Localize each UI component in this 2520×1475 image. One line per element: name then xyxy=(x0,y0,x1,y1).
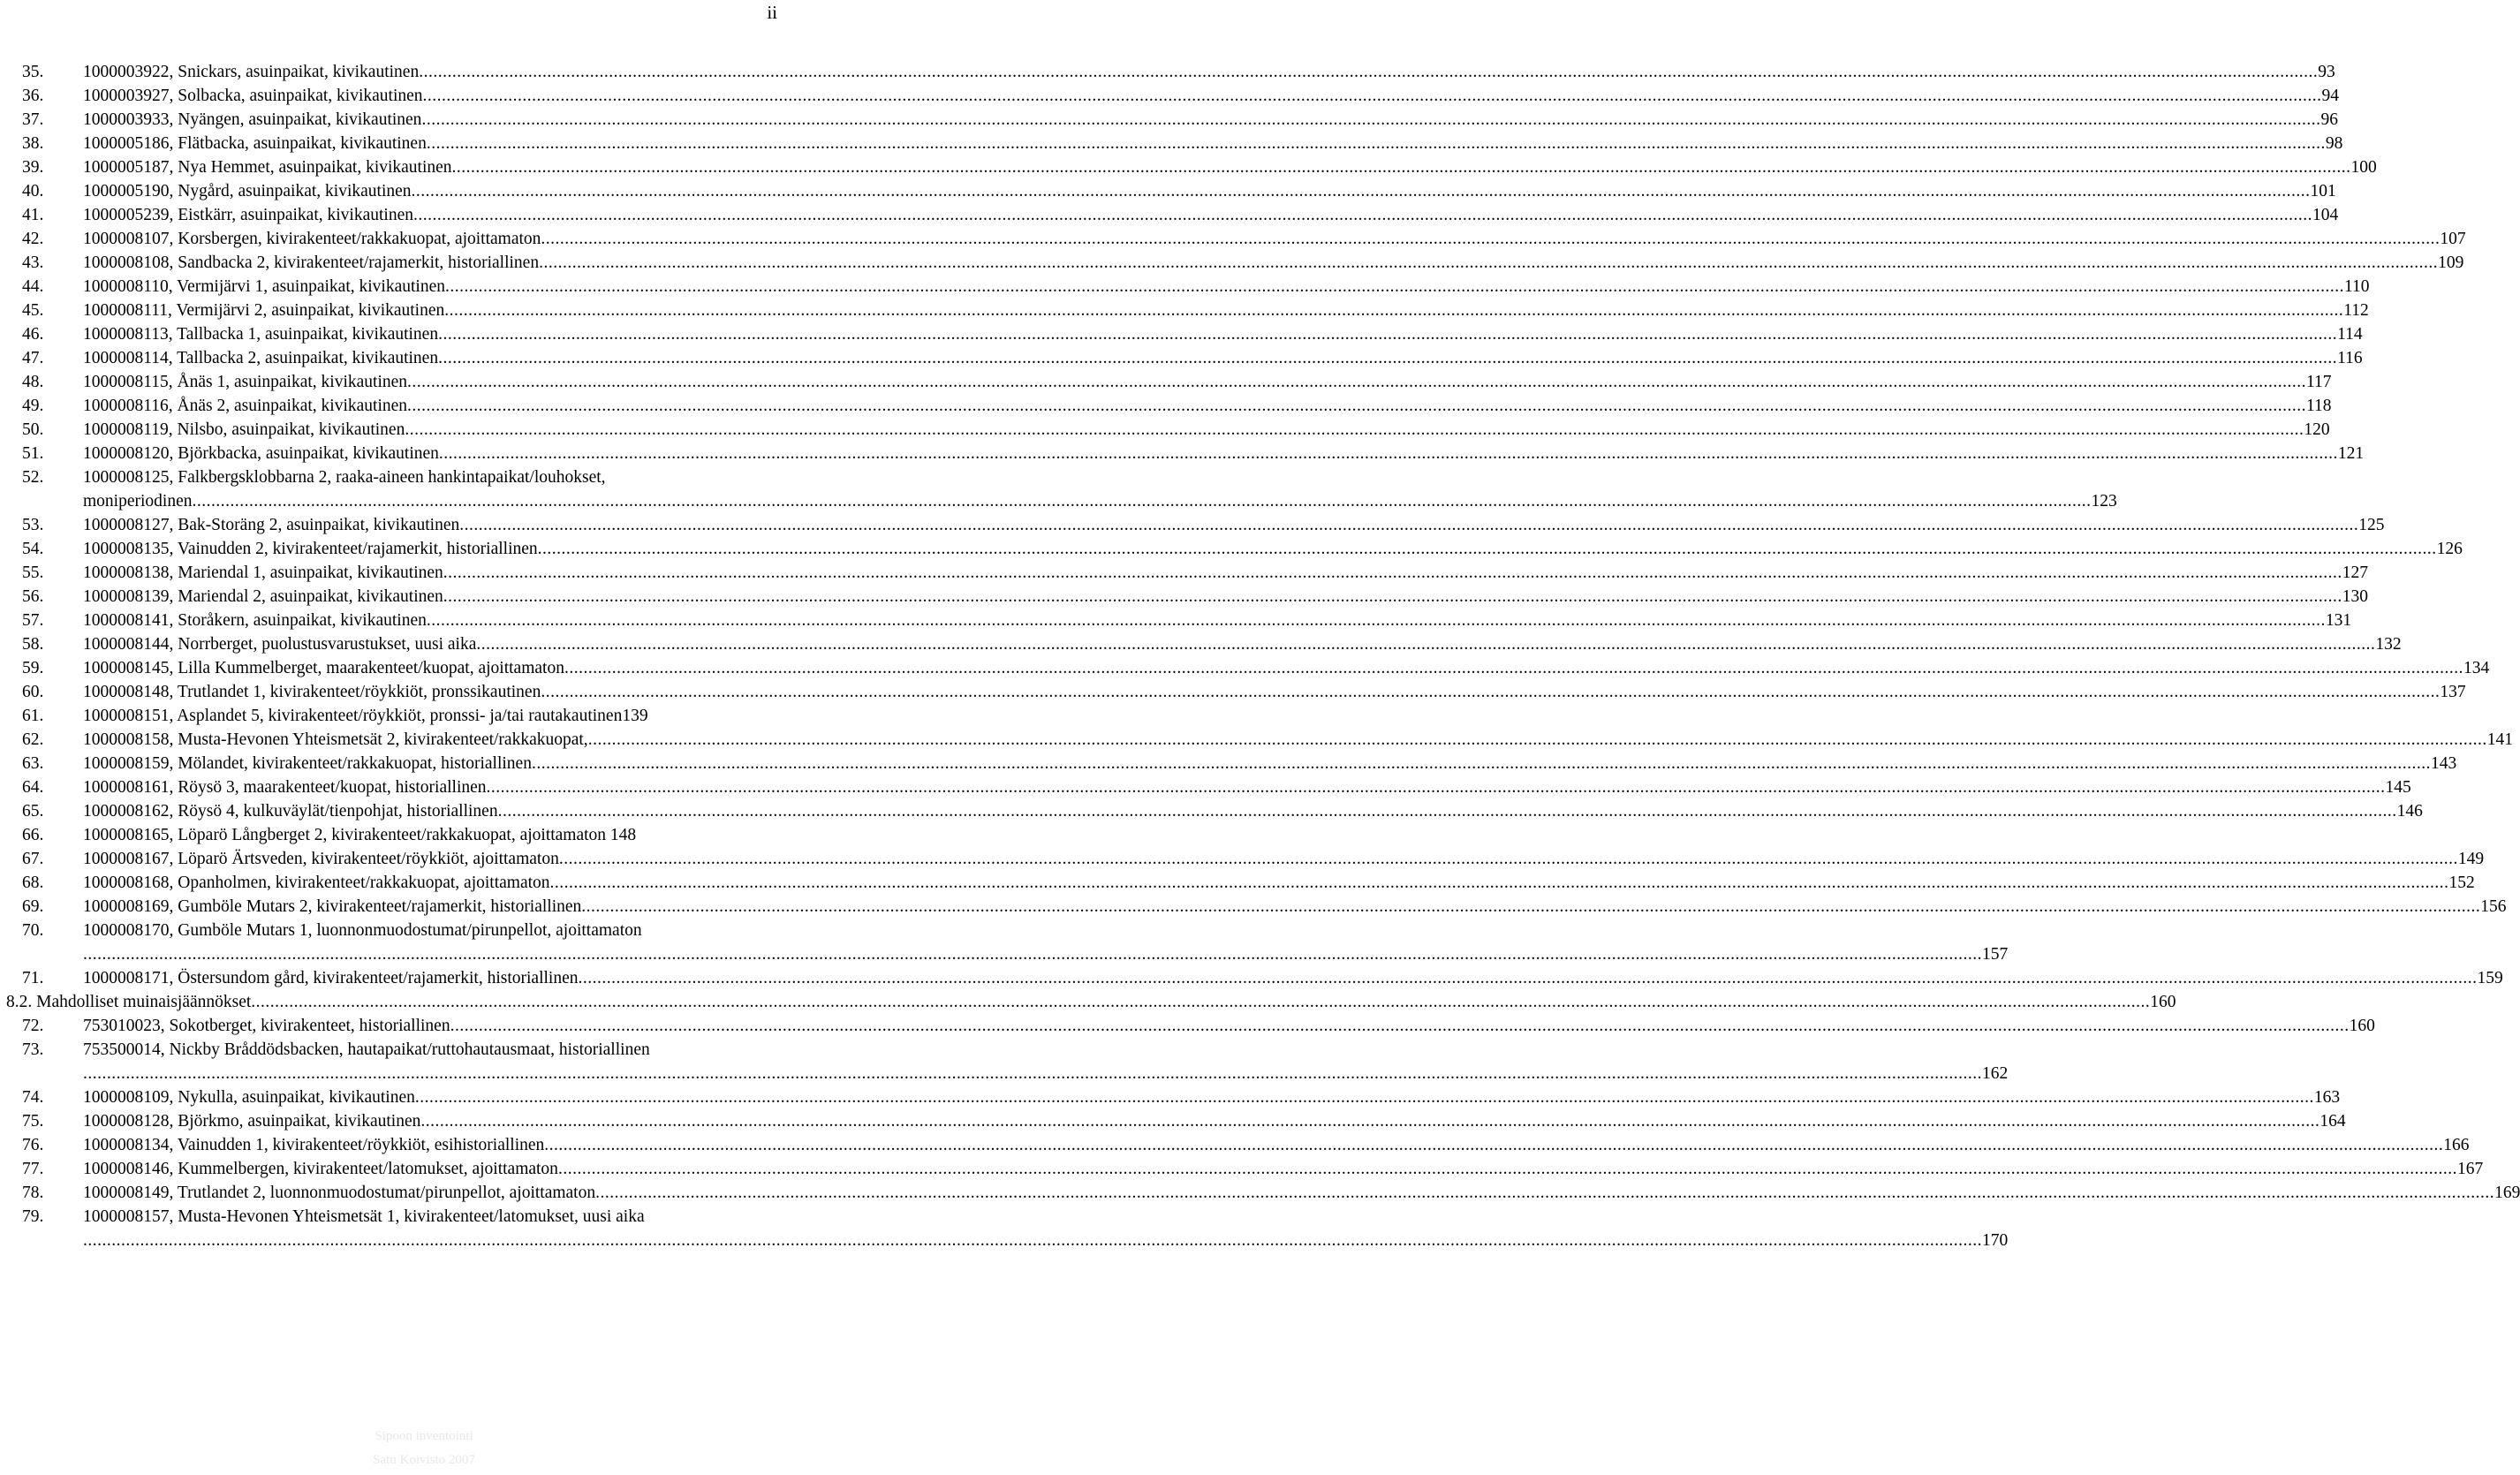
toc-line xyxy=(83,60,2335,84)
toc-leader-dots: ................................................................................................................................................................................................................................................................................................................................................................................................................ xyxy=(426,134,2326,153)
toc-line xyxy=(83,179,2336,203)
toc-line xyxy=(83,847,2485,871)
toc-leader-dots: ................................................................................................................................................................................................................................................................................................................................................................................................................ xyxy=(443,564,2342,582)
toc-page-number: 167 xyxy=(2456,1160,2484,1178)
toc-entry xyxy=(0,609,2352,632)
toc-page-number: 156 xyxy=(2480,897,2507,916)
toc-line xyxy=(83,370,2332,394)
toc-entry-number: 61. xyxy=(22,707,44,725)
toc-line xyxy=(83,203,2339,227)
toc-entry-number: 45. xyxy=(22,301,44,320)
toc-leader-dots: ................................................................................................................................................................................................................................................................................................................................................................................................................ xyxy=(541,230,2441,248)
toc-entry-text: 1000008128, Björkmo, asuinpaikat, kivikautinen xyxy=(83,1112,421,1131)
toc-entry-number: 73. xyxy=(22,1040,44,1059)
toc-line xyxy=(83,656,2490,680)
toc-entry-text: 1000008171, Östersundom gård, kivirakenteet/rajamerkit, historiallinen xyxy=(83,969,579,987)
toc-entry-text: 1000008134, Vainudden 1, kivirakenteet/röykkiöt, esihistoriallinen xyxy=(83,1136,545,1154)
toc-entry-text: 1000008138, Mariendal 1, asuinpaikat, kivikautinen xyxy=(83,564,443,582)
toc-page-number: 93 xyxy=(2318,63,2335,81)
toc-page-number: 94 xyxy=(2321,87,2340,105)
toc-entry xyxy=(0,346,2363,370)
toc-entry-text: 1000008120, Björkbacka, asuinpaikat, kivikautinen xyxy=(83,444,439,463)
toc-entry-number: 43. xyxy=(22,253,44,272)
toc-entry-text: 1000008162, Röysö 4, kulkuväylät/tienpohjat, historiallinen xyxy=(83,802,498,821)
toc-page-number: 134 xyxy=(2463,659,2490,677)
toc-entry-text: 1000008141, Storåkern, asuinpaikat, kivikautinen xyxy=(83,611,427,630)
toc-page-number: 107 xyxy=(2440,230,2466,248)
toc-entry-text: 1000008109, Nykulla, asuinpaikat, kivikautinen xyxy=(83,1088,415,1107)
toc-line xyxy=(83,537,2463,561)
toc-entry xyxy=(0,632,2402,656)
toc-entry-text: 1000008167, Löparö Ärtsveden, kivirakenteet/röykkiöt, ajoittamaton xyxy=(83,850,559,868)
toc-line xyxy=(83,680,2466,704)
toc-leader-dots: ................................................................................................................................................................................................................................................................................................................................................................................................................ xyxy=(419,63,2319,81)
toc-line xyxy=(83,1014,2375,1038)
toc-entry xyxy=(0,704,848,728)
toc-entry xyxy=(0,1181,2520,1205)
toc-entry xyxy=(0,1133,2470,1157)
toc-entry-number: 46. xyxy=(22,325,44,344)
toc-page-number: 143 xyxy=(2430,754,2457,773)
toc-entry-number: 69. xyxy=(22,897,44,916)
toc-line xyxy=(83,132,2343,155)
toc-entry xyxy=(0,847,2485,871)
toc-page-number: 166 xyxy=(2443,1136,2470,1154)
toc-entry-continuation xyxy=(0,1062,2009,1085)
toc-line xyxy=(83,299,2369,322)
toc-page-number: 159 xyxy=(2477,969,2503,987)
toc-page-number: 121 xyxy=(2337,444,2365,463)
toc-entry-text: 1000008139, Mariendal 2, asuinpaikat, kivikautinen xyxy=(83,587,443,606)
toc-leader-dots: ................................................................................................................................................................................................................................................................................................................................................................................................................ xyxy=(422,87,2322,105)
toc-entry xyxy=(0,656,2490,680)
toc-line xyxy=(83,585,2369,609)
toc-leader-dots: ................................................................................................................................................................................................................................................................................................................................................................................................................ xyxy=(438,349,2338,367)
toc-page-number: 162 xyxy=(1982,1064,2009,1083)
toc-page-number: 160 xyxy=(2349,1017,2375,1035)
toc-entry-continuation xyxy=(0,1229,2009,1252)
toc-leader-dots: ................................................................................................................................................................................................................................................................................................................................................................................................................ xyxy=(578,969,2478,987)
toc-entry-text: 1000003927, Solbacka, asuinpaikat, kivikautinen xyxy=(83,87,423,105)
toc-entry-number: 44. xyxy=(22,277,44,296)
toc-leader-dots: ................................................................................................................................................................................................................................................................................................................................................................................................................ xyxy=(557,1160,2457,1178)
toc-page-number: 130 xyxy=(2342,587,2369,606)
toc-entry-number: 57. xyxy=(22,611,44,630)
toc-entry xyxy=(0,299,2369,322)
toc-entry xyxy=(0,799,2423,823)
toc-page-number: 145 xyxy=(2385,778,2411,797)
toc-entry-number: 77. xyxy=(22,1160,44,1178)
toc-entry-text: 1000005187, Nya Hemmet, asuinpaikat, kivikautinen xyxy=(83,158,452,177)
toc-entry xyxy=(0,919,848,942)
toc-page-number: 164 xyxy=(2319,1112,2346,1131)
toc-entry-number: 79. xyxy=(22,1207,44,1226)
toc-page-number: 101 xyxy=(2310,182,2336,200)
toc-page-number: 96 xyxy=(2320,110,2338,129)
toc-entry-number: 56. xyxy=(22,587,44,606)
toc-entry-text: 1000003922, Snickars, asuinpaikat, kivikautinen xyxy=(83,63,420,81)
toc-entry xyxy=(0,227,2466,251)
toc-entry xyxy=(0,155,2377,179)
toc-leader-dots: ................................................................................................................................................................................................................................................................................................................................................................................................................ xyxy=(251,993,2151,1011)
toc-line xyxy=(83,489,2117,513)
toc-entry-number: 37. xyxy=(22,110,44,129)
toc-line xyxy=(83,1229,2009,1252)
toc-page-number: 120 xyxy=(2304,420,2330,439)
toc-entry xyxy=(0,108,2338,132)
toc-leader-dots: ................................................................................................................................................................................................................................................................................................................................................................................................................ xyxy=(438,444,2338,463)
toc-page-number: 109 xyxy=(2438,253,2464,272)
toc-line xyxy=(83,1085,2341,1109)
toc-entry xyxy=(0,394,2332,418)
toc-entry-number: 48. xyxy=(22,373,44,391)
toc-entry xyxy=(0,561,2369,585)
toc-page-number: 104 xyxy=(2312,206,2339,224)
toc-entry-number: 66. xyxy=(22,826,44,844)
toc-entry xyxy=(0,1157,2484,1181)
toc-line xyxy=(83,275,2370,299)
toc-entry xyxy=(0,871,2475,895)
toc-leader-dots: ................................................................................................................................................................................................................................................................................................................................................................................................................ xyxy=(407,397,2307,415)
toc-entry-text: 1000005239, Eistkärr, asuinpaikat, kivikautinen xyxy=(83,206,413,224)
toc-line xyxy=(6,990,2176,1014)
toc-entry-number: 74. xyxy=(22,1088,44,1107)
toc-entry-number: 35. xyxy=(22,63,44,81)
toc-entry-text: 1000008125, Falkbergsklobbarna 2, raaka-aineen hankintapaikat/louhokset, xyxy=(83,468,606,487)
toc-leader-dots: ................................................................................................................................................................................................................................................................................................................................................................................................................ xyxy=(443,587,2342,606)
toc-line xyxy=(83,609,2352,632)
toc-entry-number: 41. xyxy=(22,206,44,224)
toc-page-number: 118 xyxy=(2306,397,2332,415)
toc-leader-dots: ................................................................................................................................................................................................................................................................................................................................................................................................................ xyxy=(83,945,1982,964)
toc-line xyxy=(83,394,2332,418)
toc-page-number: 149 xyxy=(2457,850,2485,868)
toc-entry-continuation xyxy=(0,489,2117,513)
toc-line xyxy=(83,1109,2346,1133)
toc-leader-dots: ................................................................................................................................................................................................................................................................................................................................................................................................................ xyxy=(544,1136,2444,1154)
toc-entry-number: 59. xyxy=(22,659,44,677)
toc-line xyxy=(83,1181,2520,1205)
toc-line xyxy=(83,155,2377,179)
toc-line xyxy=(83,752,2457,775)
toc-leader-dots: ................................................................................................................................................................................................................................................................................................................................................................................................................ xyxy=(531,754,2431,773)
toc-leader-dots: ................................................................................................................................................................................................................................................................................................................................................................................................................ xyxy=(83,1064,1982,1083)
toc-entry-number: 65. xyxy=(22,802,44,821)
toc-page-number: 132 xyxy=(2375,635,2402,654)
toc-entry-number: 76. xyxy=(22,1136,44,1154)
toc-entry-number: 51. xyxy=(22,444,44,463)
toc-entry-number: 60. xyxy=(22,683,44,701)
toc-leader-dots: ................................................................................................................................................................................................................................................................................................................................................................................................................ xyxy=(413,206,2312,224)
toc-line xyxy=(83,227,2466,251)
toc-page-number: 152 xyxy=(2448,874,2475,892)
toc-page-number: 131 xyxy=(2325,611,2352,630)
toc-line xyxy=(83,966,2503,990)
toc-leader-dots: ................................................................................................................................................................................................................................................................................................................................................................................................................ xyxy=(581,897,2481,916)
toc-entry-text: 1000008146, Kummelbergen, kivirakenteet/latomukset, ajoittamaton xyxy=(83,1160,558,1178)
toc-entry xyxy=(0,275,2370,299)
toc-leader-dots: ................................................................................................................................................................................................................................................................................................................................................................................................................ xyxy=(587,730,2487,749)
toc-entry-text: 1000008114, Tallbacka 2, asuinpaikat, kivikautinen xyxy=(83,349,439,367)
toc-entry xyxy=(0,322,2363,346)
toc-entry xyxy=(0,513,2385,537)
toc-line xyxy=(83,632,2402,656)
toc-leader-dots: ................................................................................................................................................................................................................................................................................................................................................................................................................ xyxy=(407,373,2307,391)
toc-line xyxy=(83,108,2338,132)
toc-entry xyxy=(0,60,2335,84)
toc-entry-text: 1000008135, Vainudden 2, kivirakenteet/rajamerkit, historiallinen xyxy=(83,540,538,558)
toc-leader-dots: ................................................................................................................................................................................................................................................................................................................................................................................................................ xyxy=(426,611,2326,630)
toc-line xyxy=(83,799,2423,823)
toc-leader-dots: ................................................................................................................................................................................................................................................................................................................................................................................................................ xyxy=(537,540,2437,558)
toc-entry-text: 1000008159, Mölandet, kivirakenteet/rakkakuopat, historiallinen xyxy=(83,754,532,773)
toc-entry-text: 1000008108, Sandbacka 2, kivirakenteet/rajamerkit, historiallinen xyxy=(83,253,540,272)
toc-leader-dots: ................................................................................................................................................................................................................................................................................................................................................................................................................ xyxy=(450,1017,2350,1035)
toc-entry-text: 1000008111, Vermijärvi 2, asuinpaikat, kivikautinen xyxy=(83,301,445,320)
toc-entry xyxy=(0,1038,848,1062)
toc-entry-number: 64. xyxy=(22,778,44,797)
toc-entry-number: 71. xyxy=(22,969,44,987)
toc-entry-number: 70. xyxy=(22,921,44,940)
toc-entry-number: 40. xyxy=(22,182,44,200)
toc-entry-number: 49. xyxy=(22,397,44,415)
toc-entry xyxy=(0,370,2332,394)
toc-entry xyxy=(0,465,848,489)
toc-entry-number: 53. xyxy=(22,516,44,534)
toc-leader-dots: ................................................................................................................................................................................................................................................................................................................................................................................................................ xyxy=(558,850,2458,868)
toc-entry-text: 1000008119, Nilsbo, asuinpaikat, kivikautinen xyxy=(83,420,405,439)
toc-entry-number: 78. xyxy=(22,1184,44,1202)
footer-author: Satu Koivisto 2007 xyxy=(373,1453,475,1467)
toc-page-number: 125 xyxy=(2358,516,2385,534)
toc-entry-text: 1000008158, Musta-Hevonen Yhteismetsät 2, kivirakenteet/rakkakuopat, xyxy=(83,730,588,749)
toc-entry xyxy=(0,442,2365,465)
toc-entry-text: 1000008151, Asplandet 5, kivirakenteet/röykkiöt, pronssi- ja/tai rautakautinen139 xyxy=(83,707,648,725)
toc-page-number: 146 xyxy=(2396,802,2423,821)
toc-entry xyxy=(0,752,2457,775)
toc-page-number: 127 xyxy=(2342,564,2369,582)
toc-line xyxy=(83,84,2340,108)
toc-entry-text: 1000008145, Lilla Kummelberget, maarakenteet/kuopat, ajoittamaton xyxy=(83,659,564,677)
table-of-contents xyxy=(0,60,2520,1252)
toc-entry xyxy=(0,775,2411,799)
toc-entry xyxy=(0,132,2343,155)
toc-leader-dots: ................................................................................................................................................................................................................................................................................................................................................................................................................ xyxy=(421,110,2321,129)
toc-line xyxy=(83,1062,2009,1085)
footer-title: Sipoon inventointi xyxy=(375,1429,473,1443)
toc-leader-dots: ................................................................................................................................................................................................................................................................................................................................................................................................................ xyxy=(411,182,2311,200)
toc-leader-dots: ................................................................................................................................................................................................................................................................................................................................................................................................................ xyxy=(541,683,2441,701)
toc-leader-dots: ................................................................................................................................................................................................................................................................................................................................................................................................................ xyxy=(564,659,2463,677)
toc-entry-number: 50. xyxy=(22,420,44,439)
toc-entry xyxy=(0,966,2503,990)
page-number: ii xyxy=(767,2,777,23)
toc-entry-number: 39. xyxy=(22,158,44,177)
toc-page-number: 98 xyxy=(2325,134,2343,153)
toc-line xyxy=(83,871,2475,895)
toc-line xyxy=(83,1157,2484,1181)
toc-entry xyxy=(0,418,2330,442)
toc-entry-text: 1000008168, Opanholmen, kivirakenteet/rakkakuopat, ajoittamaton xyxy=(83,874,550,892)
toc-leader-dots: ................................................................................................................................................................................................................................................................................................................................................................................................................ xyxy=(476,635,2376,654)
toc-line xyxy=(83,322,2363,346)
toc-entry xyxy=(0,179,2336,203)
toc-line xyxy=(83,728,2513,752)
toc-page-number: 137 xyxy=(2440,683,2466,701)
toc-leader-dots: ................................................................................................................................................................................................................................................................................................................................................................................................................ xyxy=(192,492,2092,511)
toc-entry-text: 1000008161, Röysö 3, maarakenteet/kuopat, historiallinen xyxy=(83,778,487,797)
toc-entry-number: 52. xyxy=(22,468,44,487)
toc-entry-text: 1000003933, Nyängen, asuinpaikat, kivikautinen xyxy=(83,110,422,129)
toc-leader-dots: ................................................................................................................................................................................................................................................................................................................................................................................................................ xyxy=(549,874,2449,892)
toc-entry xyxy=(0,728,2513,752)
toc-leader-dots: ................................................................................................................................................................................................................................................................................................................................................................................................................ xyxy=(438,325,2338,344)
toc-leader-dots: ................................................................................................................................................................................................................................................................................................................................................................................................................ xyxy=(486,778,2386,797)
toc-entry-continuation xyxy=(0,942,2009,966)
toc-entry xyxy=(0,823,848,847)
toc-entry-number: 38. xyxy=(22,134,44,153)
toc-leader-dots: ................................................................................................................................................................................................................................................................................................................................................................................................................ xyxy=(414,1088,2314,1107)
toc-entry-number: 72. xyxy=(22,1017,44,1035)
toc-entry-text: 1000008110, Vermijärvi 1, asuinpaikat, kivikautinen xyxy=(83,277,445,296)
toc-entry-text: 1000005186, Flätbacka, asuinpaikat, kivikautinen xyxy=(83,134,427,153)
toc-entry-number: 62. xyxy=(22,730,44,749)
toc-entry xyxy=(0,203,2339,227)
toc-entry xyxy=(0,585,2369,609)
toc-entry-number: 67. xyxy=(22,850,44,868)
toc-leader-dots: ................................................................................................................................................................................................................................................................................................................................................................................................................ xyxy=(444,277,2344,296)
toc-entry-text: 1000008170, Gumböle Mutars 1, luonnonmuodostumat/pirunpellot, ajoittamaton xyxy=(83,921,642,940)
toc-entry xyxy=(0,895,2507,919)
toc-page-number: 117 xyxy=(2306,373,2332,391)
toc-page-number: 100 xyxy=(2350,158,2377,177)
toc-entry xyxy=(0,1109,2346,1133)
toc-leader-dots: ................................................................................................................................................................................................................................................................................................................................................................................................................ xyxy=(444,301,2344,320)
toc-line xyxy=(83,561,2369,585)
toc-entry xyxy=(0,537,2463,561)
toc-line xyxy=(83,346,2363,370)
toc-entry-number: 47. xyxy=(22,349,44,367)
toc-entry-text: 1000008113, Tallbacka 1, asuinpaikat, kivikautinen xyxy=(83,325,439,344)
toc-entry xyxy=(0,84,2340,108)
toc-entry-number: 36. xyxy=(22,87,44,105)
toc-entry-number: 63. xyxy=(22,754,44,773)
toc-entry-number: 68. xyxy=(22,874,44,892)
toc-entry-number: 58. xyxy=(22,635,44,654)
toc-page-number: 116 xyxy=(2337,349,2363,367)
toc-entry xyxy=(0,1205,848,1229)
toc-leader-dots: ................................................................................................................................................................................................................................................................................................................................................................................................................ xyxy=(420,1112,2320,1131)
toc-entry-number: 42. xyxy=(22,230,44,248)
toc-page-number: 160 xyxy=(2150,993,2176,1011)
toc-page-number: 170 xyxy=(1982,1231,2009,1250)
toc-line xyxy=(83,895,2507,919)
toc-entry-text: 1000008127, Bak-Storäng 2, asuinpaikat, kivikautinen xyxy=(83,516,460,534)
toc-entry-text: 1000008169, Gumböle Mutars 2, kivirakenteet/rajamerkit, historiallinen xyxy=(83,897,582,916)
toc-entry-text: 1000008148, Trutlandet 1, kivirakenteet/röykkiöt, pronssikautinen xyxy=(83,683,541,701)
toc-entry-text: 1000008144, Norrberget, puolustusvarustukset, uusi aika xyxy=(83,635,477,654)
toc-page-number: 110 xyxy=(2343,277,2370,296)
toc-page-number: 126 xyxy=(2436,540,2463,558)
toc-page-number: 163 xyxy=(2313,1088,2341,1107)
toc-entry-text: 1000008107, Korsbergen, kivirakenteet/rakkakuopat, ajoittamaton xyxy=(83,230,541,248)
toc-entry-text: 1000005190, Nygård, asuinpaikat, kivikautinen xyxy=(83,182,412,200)
toc-entry-text: 1000008157, Musta-Hevonen Yhteismetsät 1, kivirakenteet/latomukset, uusi aika xyxy=(83,1207,645,1226)
toc-entry xyxy=(0,251,2464,275)
toc-page-number: 123 xyxy=(2091,492,2117,511)
toc-line xyxy=(83,251,2464,275)
toc-line xyxy=(83,942,2009,966)
toc-page-number: 141 xyxy=(2486,730,2513,749)
toc-line xyxy=(83,418,2330,442)
toc-leader-dots: ................................................................................................................................................................................................................................................................................................................................................................................................................ xyxy=(405,420,2304,439)
toc-entry-number: 54. xyxy=(22,540,44,558)
toc-entry-text: 1000008115, Ånäs 1, asuinpaikat, kivikautinen xyxy=(83,373,408,391)
toc-leader-dots: ................................................................................................................................................................................................................................................................................................................................................................................................................ xyxy=(83,1231,1982,1250)
toc-entry-number: 75. xyxy=(22,1112,44,1131)
toc-entry-number: 55. xyxy=(22,564,44,582)
toc-leader-dots: ................................................................................................................................................................................................................................................................................................................................................................................................................ xyxy=(539,253,2439,272)
toc-page-number: 157 xyxy=(1982,945,2009,964)
toc-page-number: 112 xyxy=(2343,301,2369,320)
toc-entry-text: 1000008149, Trutlandet 2, luonnonmuodostumat/pirunpellot, ajoittamaton xyxy=(83,1184,596,1202)
toc-entry-text: 753010023, Sokotberget, kivirakenteet, historiallinen xyxy=(83,1017,450,1035)
toc-leader-dots: ................................................................................................................................................................................................................................................................................................................................................................................................................ xyxy=(459,516,2359,534)
toc-entry-text: 1000008116, Ånäs 2, asuinpaikat, kivikautinen xyxy=(83,397,408,415)
toc-entry-text: 1000008165, Löparö Långberget 2, kivirakenteet/rakkakuopat, ajoittamaton 148 xyxy=(83,826,637,844)
toc-leader-dots: ................................................................................................................................................................................................................................................................................................................................................................................................................ xyxy=(497,802,2397,821)
toc-entry xyxy=(0,680,2466,704)
toc-section-heading xyxy=(0,990,2176,1014)
toc-line xyxy=(83,513,2385,537)
toc-page-number: 114 xyxy=(2337,325,2363,344)
toc-leader-dots: ................................................................................................................................................................................................................................................................................................................................................................................................................ xyxy=(451,158,2351,177)
toc-line xyxy=(83,442,2365,465)
toc-entry xyxy=(0,1014,2375,1038)
toc-line xyxy=(83,1133,2470,1157)
toc-entry-text: moniperiodinen xyxy=(83,492,193,511)
toc-leader-dots: ................................................................................................................................................................................................................................................................................................................................................................................................................ xyxy=(595,1184,2495,1202)
toc-entry-text: 753500014, Nickby Bråddödsbacken, hautapaikat/ruttohautausmaat, historiallinen xyxy=(83,1040,650,1059)
toc-page-number: 169 xyxy=(2494,1184,2520,1202)
toc-entry xyxy=(0,1085,2341,1109)
toc-line xyxy=(83,775,2411,799)
toc-entry-text: 8.2. Mahdolliset muinaisjäännökset xyxy=(6,993,252,1011)
